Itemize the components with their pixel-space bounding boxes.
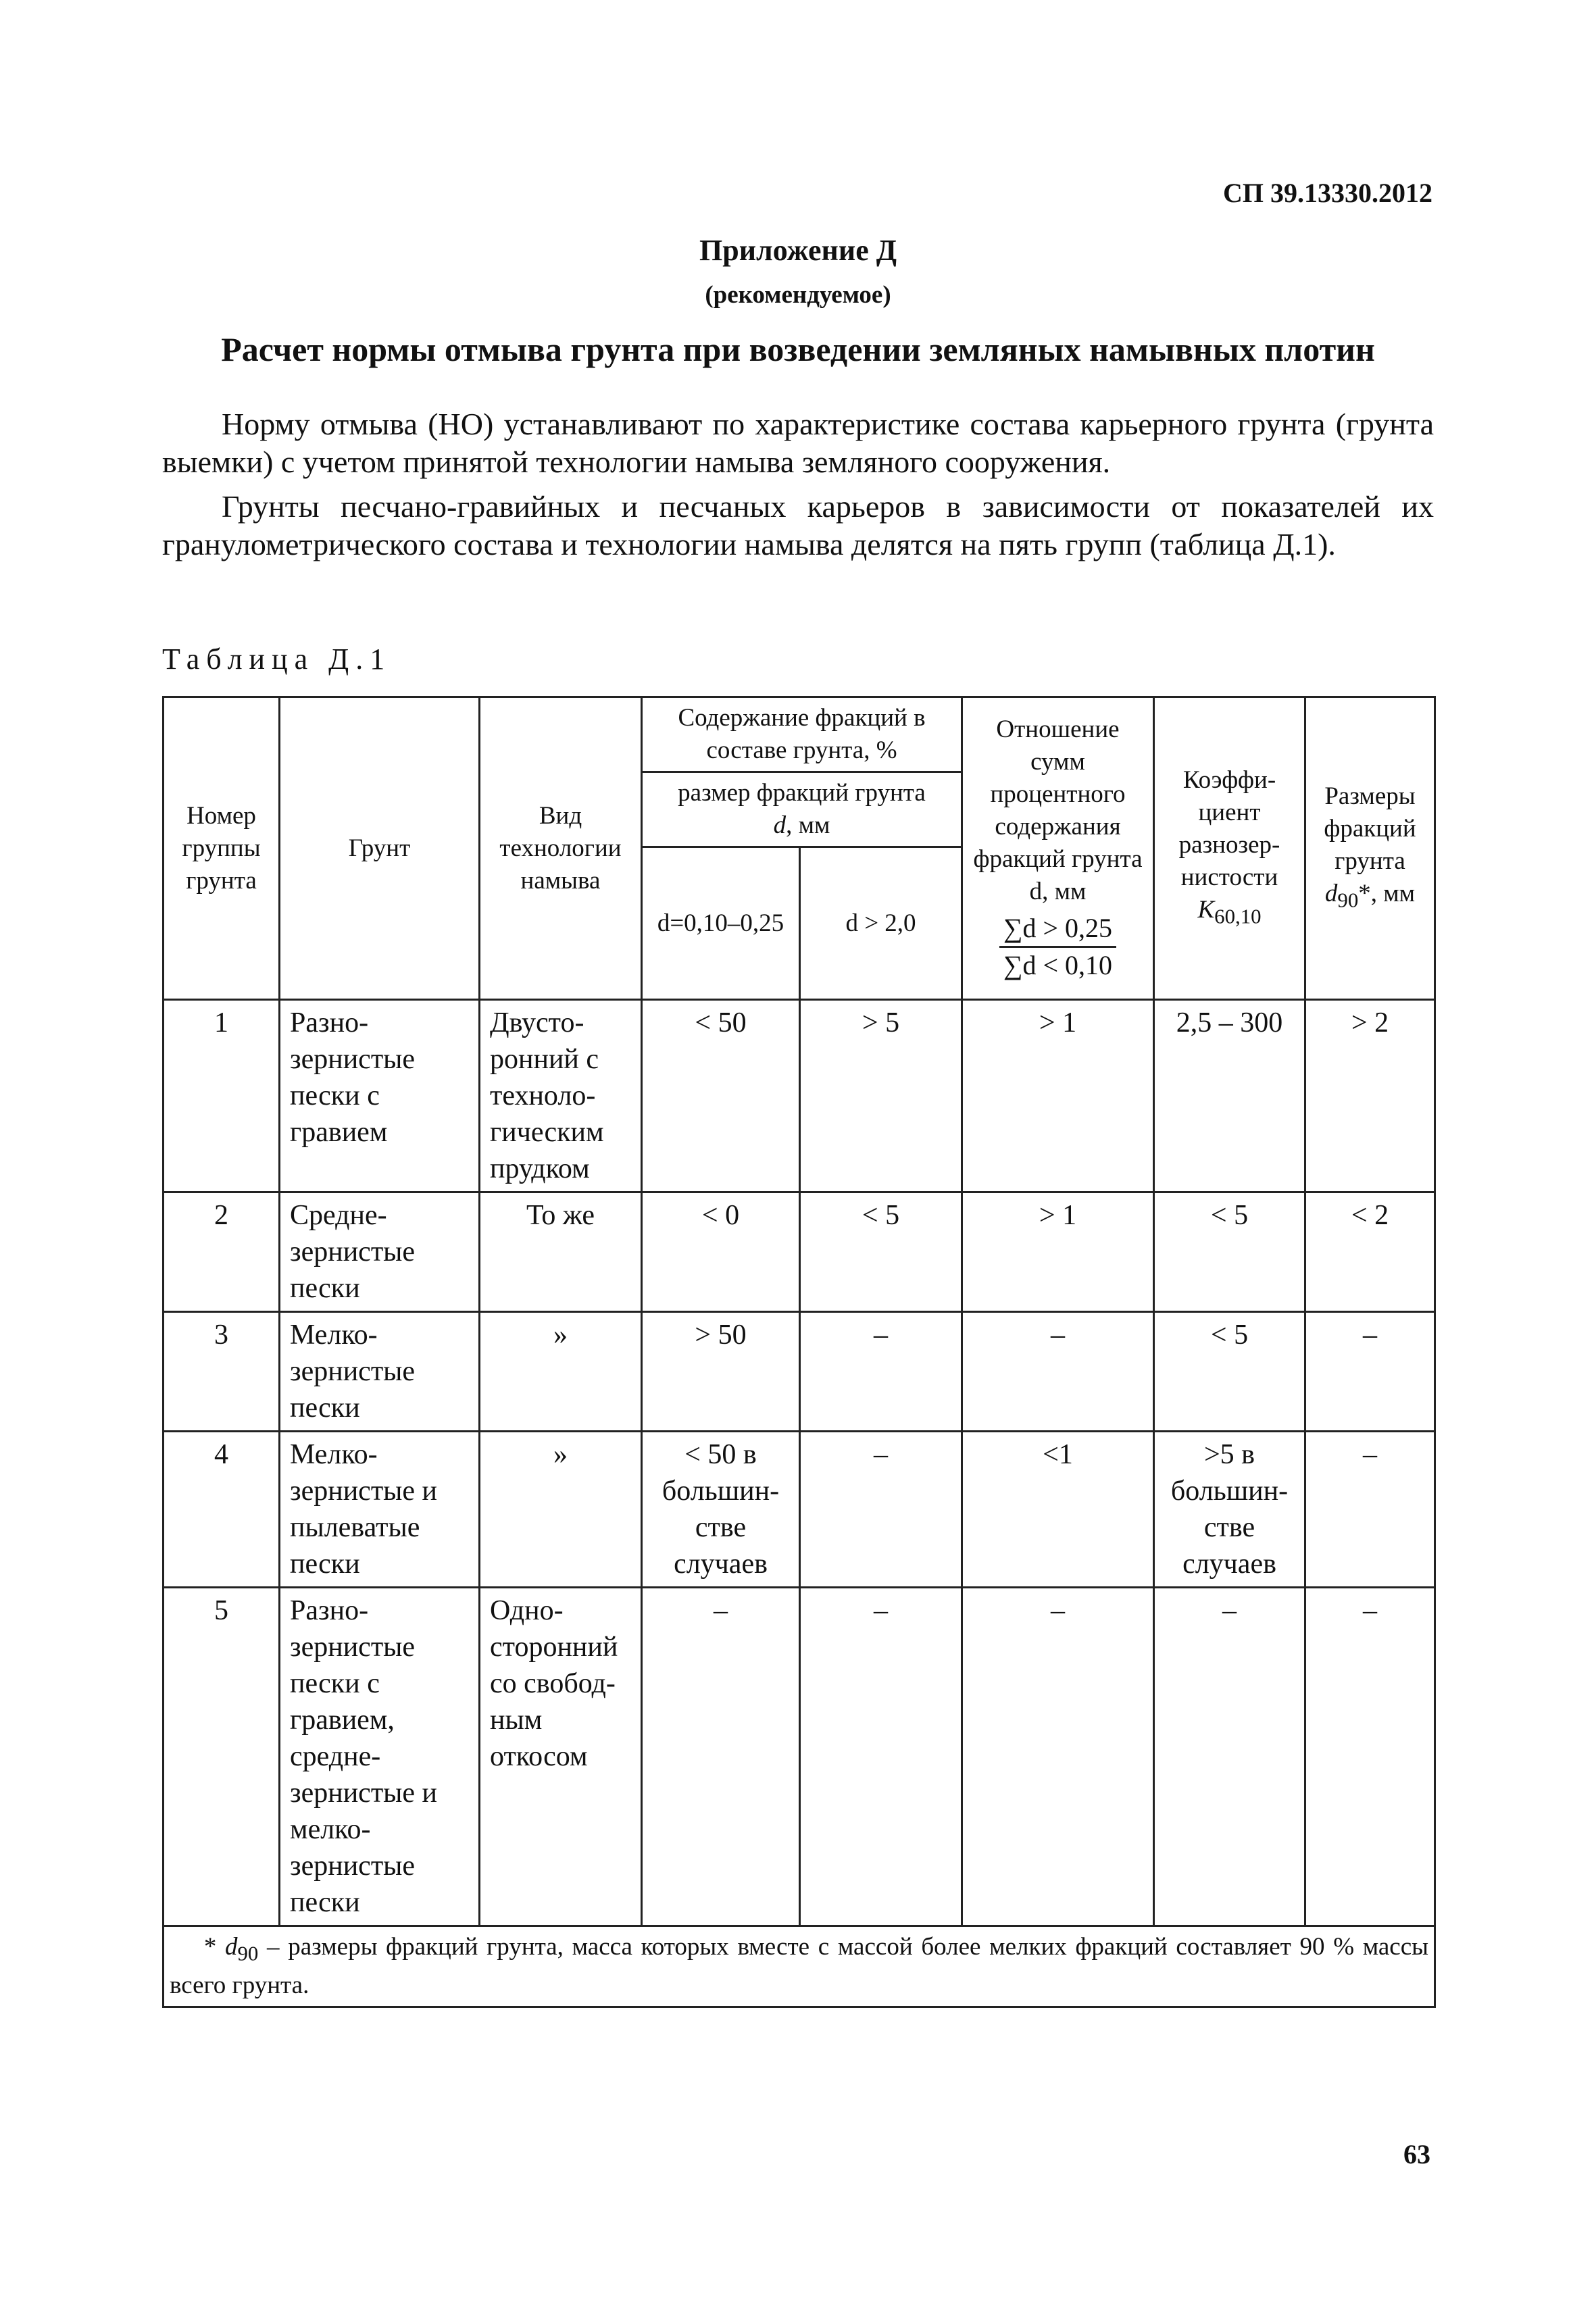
cell-group-no: 1	[164, 1000, 280, 1192]
cell-coarse-content: < 5	[800, 1192, 962, 1312]
cell-fine-content: > 50	[642, 1312, 800, 1432]
cell-soil: Средне- зернистые пески	[280, 1192, 480, 1312]
table-caption: Таблица Д.1	[162, 643, 392, 676]
cell-coefficient: >5 в большин- стве случаев	[1154, 1432, 1305, 1588]
appendix-title: Приложение Д	[699, 234, 897, 267]
fraction-size-unit: , мм	[786, 811, 830, 839]
cell-technology: Двусто- ронний с техноло- гическим прудком	[480, 1000, 642, 1192]
cell-coarse-content: > 5	[800, 1000, 962, 1192]
cell-d90: < 2	[1305, 1192, 1435, 1312]
cell-technology: Одно- сторонний со свобод- ным откосом	[480, 1588, 642, 1926]
coef-symbol: K	[1197, 895, 1215, 924]
d90-unit: *, мм	[1358, 879, 1416, 907]
ratio-denominator: ∑d < 0,10	[1003, 950, 1113, 980]
cell-d90: –	[1305, 1432, 1435, 1588]
cell-ratio: > 1	[962, 1000, 1154, 1192]
table-row	[164, 1432, 1435, 1588]
page-number: 63	[1403, 2139, 1430, 2169]
footnote-subscript: 90	[237, 1942, 259, 1965]
table-row	[164, 1312, 1435, 1432]
cell-fine-content: < 0	[642, 1192, 800, 1312]
header-group-no: Номер группы грунта	[164, 697, 280, 1000]
cell-soil: Мелко- зернистые пески	[280, 1312, 480, 1432]
header-sub-coarse: d > 2,0	[800, 847, 962, 1000]
cell-coarse-content: –	[800, 1312, 962, 1432]
d90-symbol: d	[1324, 879, 1338, 907]
paragraph-2: Грунты песчано-гравийных и песчаных карьеров в зависимости от показателей их гранулометрического состава и технологии намыва делятся на пять групп (таблица Д.1).	[162, 489, 1434, 561]
cell-ratio: > 1	[962, 1192, 1154, 1312]
header-d90-text: Размеры фракций грунта	[1324, 782, 1416, 875]
table-row	[164, 1588, 1435, 1926]
cell-coefficient: < 5	[1154, 1192, 1305, 1312]
header-sub-fine: d=0,10–0,25	[642, 847, 800, 1000]
table-row	[164, 1192, 1435, 1312]
header-fraction-content: Содержание фракций в составе грунта, %	[642, 697, 962, 772]
header-ratio-text: Отношение сумм процентного содержания фракций грунта d, мм	[973, 715, 1143, 905]
cell-technology: »	[480, 1432, 642, 1588]
cell-coarse-content: –	[800, 1588, 962, 1926]
cell-ratio: –	[962, 1588, 1154, 1926]
coef-subscript: 60,10	[1214, 905, 1262, 928]
footnote-symbol: d	[225, 1933, 238, 1961]
d90-subscript: 90	[1337, 888, 1359, 912]
footnote-text: – размеры фракций грунта, масса которых вместе с массой более мелких фракций составляет 90 % массы всего грунта.	[170, 1933, 1429, 2000]
cell-fine-content: –	[642, 1588, 800, 1926]
cell-group-no: 3	[164, 1312, 280, 1432]
fraction-size-symbol: d	[773, 811, 787, 839]
header-soil: Грунт	[280, 697, 480, 1000]
appendix-subtitle: (рекомендуемое)	[705, 281, 891, 309]
header-coefficient	[1154, 697, 1305, 1000]
cell-fine-content: < 50	[642, 1000, 800, 1192]
cell-technology: »	[480, 1312, 642, 1432]
header-coefficient-text: Коэффи- циент разнозер- нистости	[1178, 765, 1280, 891]
cell-group-no: 4	[164, 1432, 280, 1588]
cell-coefficient: < 5	[1154, 1312, 1305, 1432]
ratio-numerator: ∑d > 0,25	[999, 912, 1116, 948]
header-ratio	[962, 697, 1154, 1000]
header-technology: Вид технологии намыва	[480, 697, 642, 1000]
header-d90	[1305, 697, 1435, 1000]
fraction-size-label: размер фракций грунта	[678, 779, 926, 807]
header-fraction-size	[642, 772, 962, 847]
cell-technology: То же	[480, 1192, 642, 1312]
cell-soil: Разно- зернистые пески с гравием, средне- зернистые и мелко- зернистые пески	[280, 1588, 480, 1926]
table-row	[164, 1000, 1435, 1192]
cell-soil: Мелко- зернистые и пылеватые пески	[280, 1432, 480, 1588]
cell-ratio: –	[962, 1312, 1154, 1432]
ratio-fraction	[999, 912, 1116, 982]
cell-coefficient: –	[1154, 1588, 1305, 1926]
cell-soil: Разно- зернистые пески с гравием	[280, 1000, 480, 1192]
cell-ratio: <1	[962, 1432, 1154, 1588]
cell-group-no: 5	[164, 1588, 280, 1926]
cell-group-no: 2	[164, 1192, 280, 1312]
cell-d90: > 2	[1305, 1000, 1435, 1192]
table-footnote	[164, 1926, 1435, 2007]
document-code: СП 39.13330.2012	[1223, 178, 1432, 208]
cell-fine-content: < 50 в большин- стве случаев	[642, 1432, 800, 1588]
table-footnote-row	[164, 1926, 1435, 2007]
cell-d90: –	[1305, 1588, 1435, 1926]
cell-coefficient: 2,5 – 300	[1154, 1000, 1305, 1192]
section-heading: Расчет нормы отмыва грунта при возведении земляных намывных плотин	[221, 330, 1375, 368]
footnote-star: *	[203, 1933, 217, 1961]
cell-coarse-content: –	[800, 1432, 962, 1588]
soil-groups-table	[162, 696, 1436, 2008]
paragraph-1: Норму отмыва (НО) устанавливают по характеристике состава карьерного грунта (грунта выемки) с учетом принятой технологии намыва земляного сооружения.	[162, 407, 1434, 479]
cell-d90: –	[1305, 1312, 1435, 1432]
